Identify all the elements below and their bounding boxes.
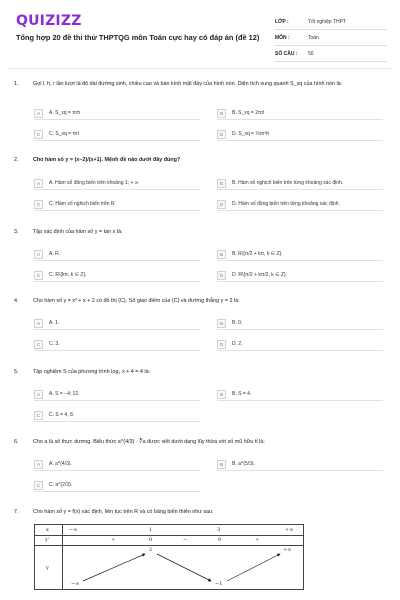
- variation-arrows: [35, 525, 305, 591]
- option-text: A. S = −4; 12.: [49, 391, 80, 397]
- meta-label: SỐ CÂU :: [275, 50, 298, 57]
- question-6: [14, 438, 390, 488]
- derivative-zero: 0: [149, 537, 153, 543]
- option-c[interactable]: [34, 269, 200, 282]
- question-5: [14, 368, 390, 418]
- option-a[interactable]: [34, 458, 200, 471]
- question-7: [14, 508, 390, 517]
- option-key: C: [34, 130, 43, 139]
- question-4: [14, 297, 390, 347]
- option-text: C. S = 4, 8.: [49, 412, 75, 418]
- option-text: A. S_xq = πrh: [49, 110, 81, 116]
- x-value: 3: [217, 527, 221, 533]
- option-key: D: [217, 271, 226, 280]
- option-text: A. Hàm số đồng biến trên khoảng 1; + ∞: [49, 180, 139, 186]
- question-number: 6.: [14, 439, 19, 445]
- option-c[interactable]: [34, 338, 200, 351]
- option-key: A: [34, 460, 43, 469]
- option-text: C. S_xq = πrl: [49, 131, 79, 137]
- row-label-y-prime: y': [45, 537, 50, 543]
- question-1: [14, 80, 390, 137]
- question-text: Cho hàm số y = f(x) xác định, liên tục trên R và có bảng biến thiên như sau:: [33, 509, 214, 515]
- question-number: 5.: [14, 369, 19, 375]
- option-a[interactable]: [34, 317, 200, 330]
- option-b[interactable]: [217, 458, 383, 471]
- option-d[interactable]: [217, 128, 383, 141]
- derivative-sign: +: [255, 537, 260, 543]
- option-key: B: [217, 390, 226, 399]
- derivative-sign: +: [111, 537, 116, 543]
- option-key: B: [217, 460, 226, 469]
- option-d[interactable]: [217, 198, 383, 211]
- option-text: C. a^(2/3).: [49, 482, 73, 488]
- option-c[interactable]: [34, 128, 200, 141]
- question-text: Tập xác định của hàm số y = tan x là:: [33, 229, 123, 235]
- x-value: 1: [149, 527, 153, 533]
- document-title: Tổng hợp 20 đề thi thử THPTQG môn Toán cực hay có đáp án (đề 12): [16, 33, 260, 42]
- option-key: B: [217, 250, 226, 259]
- option-a[interactable]: [34, 248, 200, 261]
- option-key: C: [34, 200, 43, 209]
- variation-table: [34, 524, 304, 590]
- header-divider: [8, 68, 392, 69]
- option-text: D. S_xq = ⅓πr²h: [232, 131, 270, 137]
- meta-label: LỚP :: [275, 18, 289, 25]
- option-text: B. S = 4.: [232, 391, 252, 397]
- question-text: Cho hàm số y = x³ + x + 2 có đồ thị (C). Số giao điểm của (C) và đường thẳng y = 2 là:: [33, 298, 240, 304]
- arrow-increasing: [227, 554, 280, 581]
- option-key: C: [34, 411, 43, 420]
- option-key: A: [34, 390, 43, 399]
- option-key: C: [34, 271, 43, 280]
- option-b[interactable]: [217, 388, 383, 401]
- question-number: 4.: [14, 298, 19, 304]
- option-key: B: [217, 179, 226, 188]
- meta-row-subject: [275, 30, 387, 46]
- meta-row-count: [275, 46, 387, 62]
- option-text: B. S_xq = 2πrl: [232, 110, 265, 116]
- y-value-min: −1: [215, 581, 223, 587]
- option-key: B: [217, 109, 226, 118]
- option-key: A: [34, 319, 43, 328]
- arrow-decreasing: [157, 554, 211, 581]
- question-number: 1.: [14, 81, 19, 87]
- option-text: B. a^(5/3).: [232, 461, 255, 467]
- option-text: C. R\{kπ, k ∈ Z}.: [49, 272, 87, 278]
- document-meta: [275, 14, 387, 62]
- derivative-sign: −: [183, 537, 188, 543]
- option-key: D: [217, 130, 226, 139]
- option-b[interactable]: [217, 317, 383, 330]
- option-c[interactable]: [34, 409, 200, 422]
- y-value-start: −∞: [71, 581, 80, 587]
- option-text: C. Hàm số nghịch biến trên R: [49, 201, 115, 207]
- question-number: 7.: [14, 509, 19, 515]
- derivative-zero: 0: [218, 537, 222, 543]
- question-3: [14, 228, 390, 278]
- meta-value: 50: [308, 50, 314, 57]
- option-text: B. R\{π/2 + kπ, k ∈ Z}.: [232, 251, 283, 257]
- option-text: A. 1.: [49, 320, 60, 326]
- option-text: D. R\{π/2 + kπ/2, k ∈ Z}.: [232, 272, 288, 278]
- question-text: Cho hàm số y = (x−2)/(x+1). Mệnh đề nào dưới đây đúng?: [33, 157, 181, 163]
- option-c[interactable]: [34, 198, 200, 211]
- option-text: C. 3.: [49, 341, 60, 347]
- meta-value: Toán: [308, 34, 319, 41]
- row-label-x: x: [46, 527, 49, 533]
- option-key: B: [217, 319, 226, 328]
- y-value-max: 2: [149, 547, 153, 553]
- option-b[interactable]: [217, 177, 383, 190]
- option-key: A: [34, 179, 43, 188]
- arrow-increasing: [83, 554, 145, 581]
- meta-label: MÔN :: [275, 34, 290, 41]
- option-a[interactable]: [34, 107, 200, 120]
- option-d[interactable]: [217, 338, 383, 351]
- option-a[interactable]: [34, 388, 200, 401]
- row-label-y: y: [46, 565, 49, 571]
- option-text: D. 2.: [232, 341, 243, 347]
- option-text: B. 0.: [232, 320, 243, 326]
- question-number: 2.: [14, 157, 19, 163]
- option-key: C: [34, 481, 43, 490]
- question-2: [14, 156, 390, 207]
- option-text: A. a^(4/3).: [49, 461, 72, 467]
- option-text: A. R.: [49, 251, 61, 257]
- question-number: 3.: [14, 229, 19, 235]
- option-text: B. Hàm số nghịch biến trên từng khoảng xác định.: [232, 180, 344, 186]
- x-value: −∞: [69, 527, 78, 533]
- question-text: Cho a là số thực dương. Biểu thức a^(4/3) · ∛a được viết dưới dạng lũy thừa với số mũ hữu tỉ là:: [33, 439, 265, 445]
- option-key: C: [34, 340, 43, 349]
- option-key: A: [34, 109, 43, 118]
- quizizz-logo: QUIZIZZ: [16, 13, 82, 29]
- question-text: Tập nghiệm S của phương trình log₂ x + 4 = 4 là:: [33, 369, 151, 375]
- option-key: A: [34, 250, 43, 259]
- option-d[interactable]: [217, 269, 383, 282]
- y-value-end: +∞: [283, 547, 292, 553]
- meta-row-class: [275, 14, 387, 30]
- option-a[interactable]: [34, 177, 200, 190]
- meta-value: Tốt nghiệp THPT: [308, 18, 346, 25]
- option-key: D: [217, 340, 226, 349]
- document-header: [0, 0, 400, 68]
- option-b[interactable]: [217, 107, 383, 120]
- option-text: D. Hàm số đồng biến trên từng khoảng xác định.: [232, 201, 340, 207]
- option-b[interactable]: [217, 248, 383, 261]
- question-text: Gọi l, h, r lần lượt là độ dài đường sinh, chiều cao và bán kính mặt đáy của hình nón. Diện tích xung quanh S_xq của hình nón là:: [33, 81, 343, 87]
- option-c[interactable]: [34, 479, 200, 492]
- option-key: D: [217, 200, 226, 209]
- x-value: +∞: [285, 527, 294, 533]
